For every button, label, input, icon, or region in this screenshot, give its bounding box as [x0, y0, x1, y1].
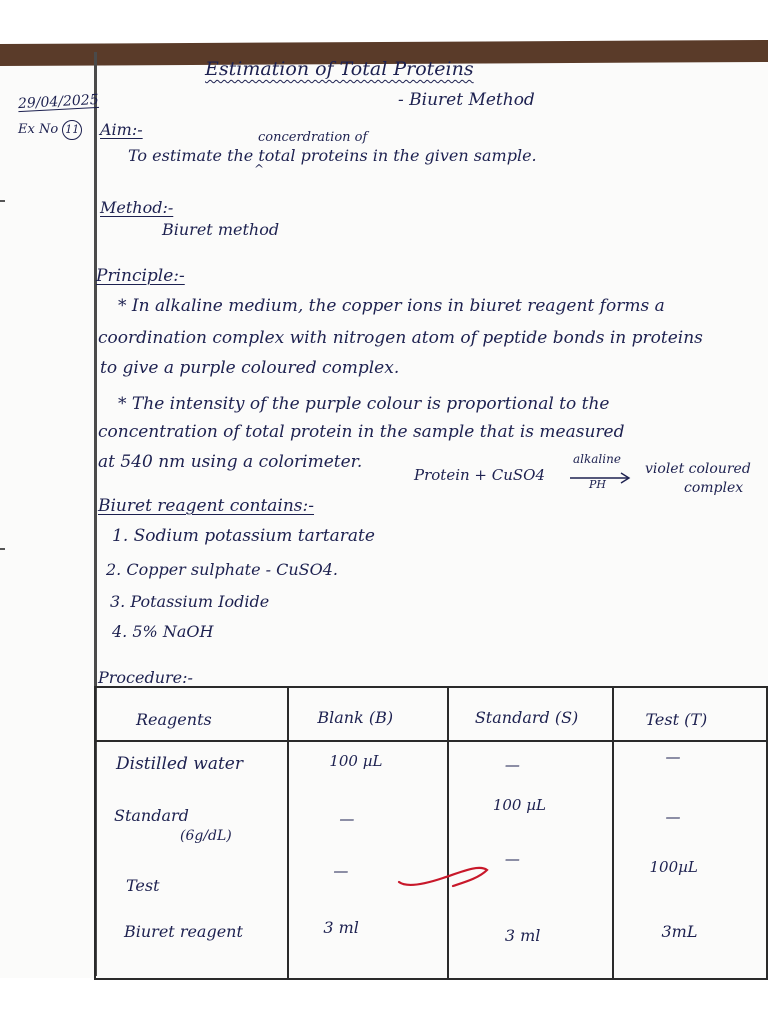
experiment-number-label: Ex No — [18, 122, 59, 137]
table-header-row — [95, 687, 767, 741]
experiment-number — [18, 120, 82, 140]
principle-heading: Principle:- — [96, 266, 185, 286]
principle-line: coordination complex with nitrogen atom of peptide bonds in proteins — [98, 328, 703, 348]
table-cell-reagents — [95, 741, 288, 979]
row-biuret-reagent: Biuret reagent — [124, 922, 243, 941]
reaction-condition-below: PH — [589, 478, 606, 491]
test-standard: — — [665, 808, 681, 826]
margin-tick — [0, 548, 5, 550]
blank-test: — — [333, 862, 349, 880]
reaction-product: violet coloured — [645, 461, 751, 477]
aim-heading: Aim:- — [100, 120, 143, 139]
principle-line: concentration of total protein in the sample that is measured — [98, 422, 625, 442]
aim-text: To estimate the total proteins in the given sample. — [128, 146, 537, 165]
background-bottom — [0, 978, 768, 1024]
reagent-item: 3. Potassium Iodide — [110, 592, 270, 611]
standard-distilled-water: — — [504, 756, 520, 774]
standard-biuret-reagent: 3 ml — [504, 926, 541, 945]
row-test: Test — [126, 876, 160, 895]
procedure-heading: Procedure:- — [98, 668, 193, 687]
column-reagents: Reagents — [136, 710, 212, 729]
row-distilled-water: Distilled water — [116, 754, 243, 774]
insertion-caret: ^ — [254, 162, 265, 176]
page-title: Estimation of Total Proteins — [205, 58, 474, 80]
margin-tick — [0, 200, 5, 202]
principle-line: at 540 nm using a colorimeter. — [98, 452, 363, 472]
row-standard: Standard — [114, 806, 189, 825]
table-header-cell — [95, 687, 288, 741]
row-standard-concentration: (6g/dL) — [180, 828, 232, 844]
test-distilled-water: — — [665, 748, 681, 766]
principle-line: * The intensity of the purple colour is proportional to the — [118, 394, 610, 414]
test-biuret-reagent: 3mL — [661, 922, 698, 941]
column-test: Test (T) — [645, 710, 708, 729]
blank-standard: — — [339, 810, 355, 828]
column-blank: Blank (B) — [317, 708, 394, 727]
principle-line: * In alkaline medium, the copper ions in biuret reagent forms a — [118, 296, 665, 316]
reaction-reactants: Protein + CuSO4 — [414, 466, 546, 484]
background-top — [0, 0, 768, 44]
method-text: Biuret method — [162, 220, 280, 239]
reaction-condition-above: alkaline — [573, 452, 621, 466]
method-heading: Method:- — [100, 198, 174, 217]
reagent-heading: Biuret reagent contains:- — [98, 496, 315, 516]
reagent-item: 2. Copper sulphate - CuSO4. — [106, 560, 338, 579]
reagent-item: 4. 5% NaOH — [112, 622, 214, 641]
reagent-item: 1. Sodium potassium tartarate — [112, 526, 375, 546]
table-cell-test — [613, 741, 768, 979]
blank-biuret-reagent: 3 ml — [323, 918, 359, 937]
experiment-number-value: 11 — [62, 120, 82, 140]
aim-insertion: concerdration of — [258, 130, 368, 145]
page-subtitle: - Biuret Method — [398, 90, 535, 110]
reaction-product: complex — [684, 480, 744, 496]
blank-distilled-water: 100 µL — [329, 752, 383, 770]
procedure-table — [94, 686, 768, 980]
standard-standard: 100 µL — [492, 796, 546, 814]
test-test: 100µL — [649, 858, 698, 876]
column-standard: Standard (S) — [474, 708, 579, 727]
standard-test: — — [504, 850, 520, 868]
date: 29/04/2025 — [17, 91, 100, 113]
red-pen-mark — [395, 858, 495, 892]
principle-line: to give a purple coloured complex. — [100, 358, 400, 378]
